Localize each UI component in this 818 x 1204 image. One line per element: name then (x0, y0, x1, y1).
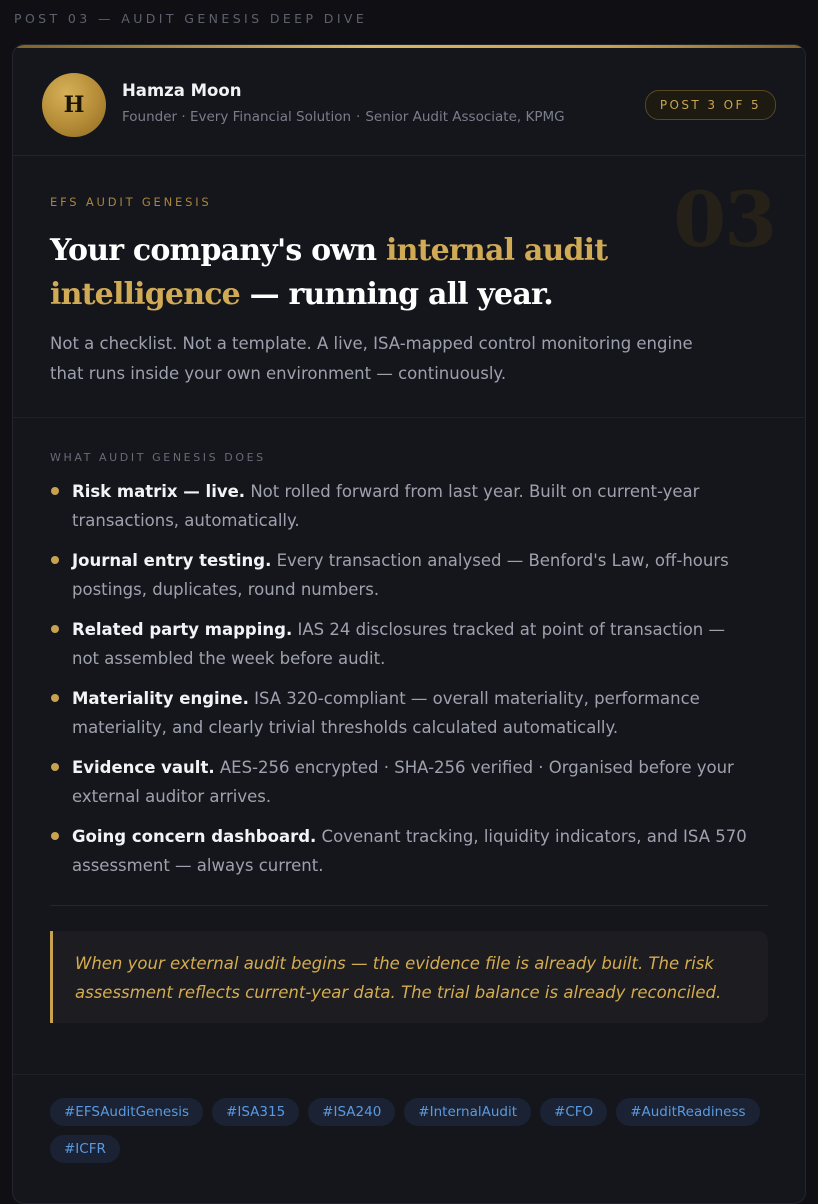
hero-section (13, 155, 805, 418)
feature-title: Related party mapping. (72, 620, 293, 639)
feature-title: Evidence vault. (72, 758, 215, 777)
feature-title: Journal entry testing. (72, 551, 272, 570)
list-item (50, 477, 750, 535)
post-header (13, 48, 805, 156)
headline-part-2: — running all year. (239, 277, 553, 312)
features-label: WHAT AUDIT GENESIS DOES (50, 451, 266, 464)
bullet-dot-icon (51, 763, 59, 771)
eyebrow-label: EFS AUDIT GENESIS (50, 195, 212, 209)
feature-text: Not rolled forward from last year. Built on current-year transactions, automatically. (72, 482, 700, 530)
avatar-initial: H (63, 92, 85, 118)
post-footer (13, 1074, 805, 1203)
feature-text: IAS 24 disclosures tracked at point of transaction — not assembled the week before audit. (72, 620, 725, 668)
author-role-secondary: Senior Audit Associate, KPMG (365, 109, 565, 125)
list-item (50, 753, 750, 811)
headline-part-1: Your company's own (50, 233, 386, 268)
headline (50, 229, 670, 317)
feature-text: AES-256 encrypted · SHA-256 verified · Organised before your external auditor arrives. (72, 758, 734, 806)
hashtag-link[interactable]: #CFO (540, 1098, 607, 1126)
hashtag-link[interactable]: #AuditReadiness (616, 1098, 759, 1126)
hashtag-link[interactable]: #InternalAudit (404, 1098, 531, 1126)
series-label: POST 03 — AUDIT GENESIS DEEP DIVE (14, 11, 368, 26)
hashtag-link[interactable]: #ICFR (50, 1135, 120, 1163)
role-separator: · (356, 109, 361, 125)
hashtag-list (50, 1098, 770, 1163)
subhead: Not a checklist. Not a template. A live, ISA-mapped control monitoring engine that runs inside your own environment — continuously. (50, 334, 693, 383)
author-name[interactable]: Hamza Moon (122, 81, 242, 100)
section-divider (50, 905, 768, 906)
post-big-number: 03 (673, 175, 775, 264)
list-item (50, 615, 750, 673)
bullet-dot-icon (51, 832, 59, 840)
author-role (122, 109, 565, 125)
bullet-dot-icon (51, 556, 59, 564)
pull-quote: When your external audit begins — the evidence file is already built. The risk assessment reflects current-year data. The trial balance is already reconciled. (50, 931, 768, 1023)
feature-title: Risk matrix — live. (72, 482, 246, 501)
feature-title: Materiality engine. (72, 689, 249, 708)
hashtag-link[interactable]: #ISA240 (308, 1098, 395, 1126)
feature-list (50, 477, 750, 891)
feature-title: Going concern dashboard. (72, 827, 317, 846)
hashtag-link[interactable]: #ISA315 (212, 1098, 299, 1126)
bullet-dot-icon (51, 694, 59, 702)
headline-accent: internal audit intelligence (50, 233, 608, 312)
feature-text: Covenant tracking, liquidity indicators, and ISA 570 assessment — always current. (72, 827, 747, 875)
list-item (50, 546, 750, 604)
hashtag-link[interactable]: #EFSAuditGenesis (50, 1098, 203, 1126)
author-role-primary: Founder · Every Financial Solution (122, 109, 352, 125)
feature-text: Every transaction analysed — Benford's Law, off-hours postings, duplicates, round numbers. (72, 551, 729, 599)
avatar[interactable] (42, 73, 106, 137)
post-card (12, 44, 806, 1204)
bullet-dot-icon (51, 487, 59, 495)
list-item (50, 684, 750, 742)
feature-text: ISA 320-compliant — overall materiality, performance materiality, and clearly trivial thresholds calculated automatically. (72, 689, 700, 737)
bullet-dot-icon (51, 625, 59, 633)
post-number-badge: POST 3 OF 5 (645, 90, 776, 120)
list-item (50, 822, 750, 880)
